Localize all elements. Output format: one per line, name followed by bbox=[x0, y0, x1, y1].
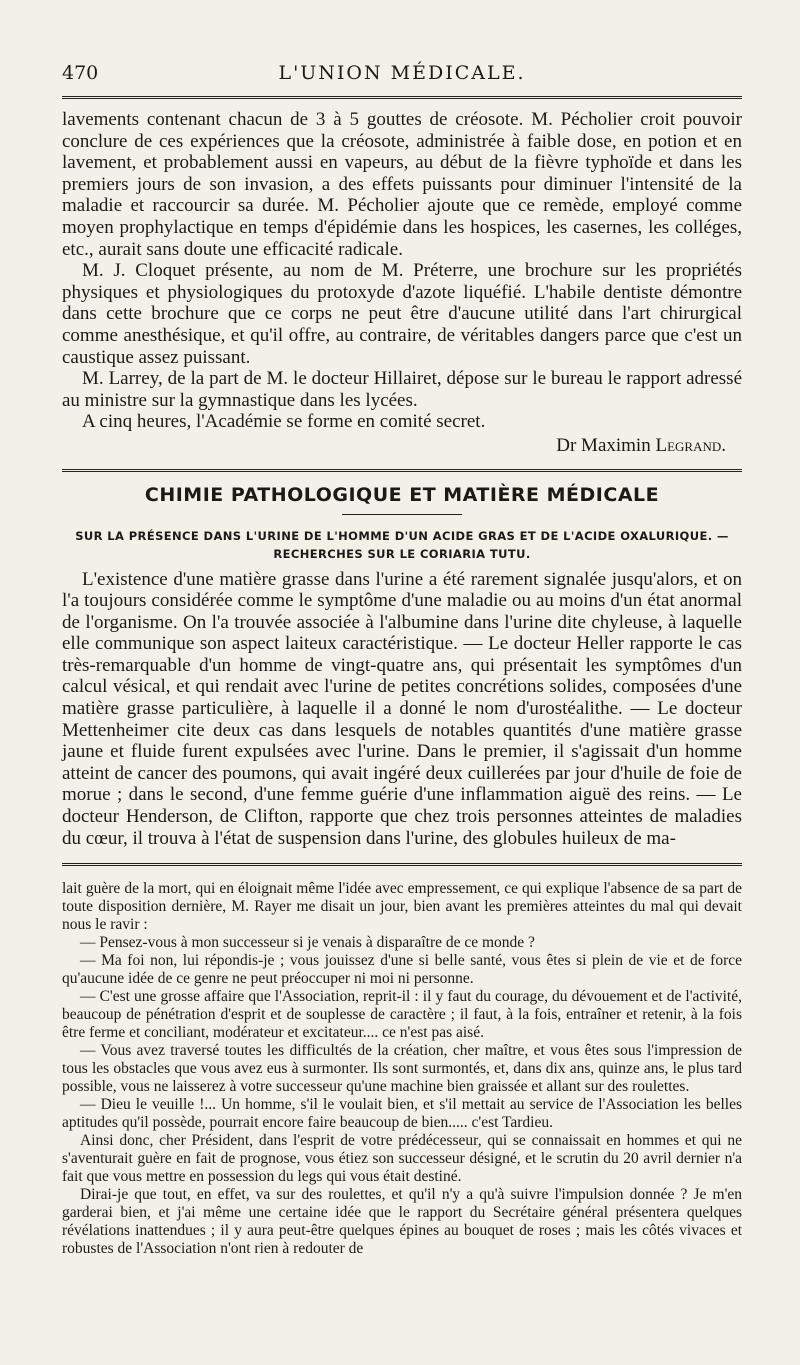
feuilleton-paragraph: Dirai-je que tout, en effet, va sur des roulettes, et qu'il n'y a qu'à suivre l'impulsion donnée ? Je m'en garderai bien, et j'ai même une certaine idée que le rapport du Secrétaire général présentera quelques révélations inattendues ; il y aura peut-être quelques épines au bouquet de roses ; mais les côtés vivaces et robustes de l'Association n'ont rien à redouter de bbox=[62, 1186, 742, 1258]
newspaper-page bbox=[0, 52, 800, 1365]
feuilleton-paragraph: — Ma foi non, lui répondis-je ; vous jouissez d'une si belle santé, vous êtes si plein de vie et de force qu'aucune idée de ce genre ne peut préoccuper ni moi ni personne. bbox=[62, 952, 742, 988]
article-paragraph: M. Larrey, de la part de M. le docteur Hillairet, dépose sur le bureau le rapport adressé au ministre sur la gymnastique dans les lycées. bbox=[62, 368, 742, 411]
page-number: 470 bbox=[62, 62, 99, 84]
feuilleton-paragraph: lait guère de la mort, qui en éloignait même l'idée avec empressement, ce qui explique l'absence de sa part de toute disposition dernière, M. Rayer me disait un jour, bien avant les premières atteintes du mal qui devait nous le ravir : bbox=[62, 880, 742, 934]
journal-title: L'UNION MÉDICALE. bbox=[278, 62, 526, 84]
article-continuation bbox=[62, 109, 742, 457]
signature-name: Legrand. bbox=[655, 434, 726, 456]
feuilleton bbox=[62, 880, 742, 1258]
feuilleton-paragraph: Ainsi donc, cher Président, dans l'esprit de votre prédécesseur, qui se connaissait en hommes et qui ne s'aventurait guère en fait de prognose, vous étiez son successeur désigné, et le scrutin du 20 avril dernier n'a fait que vous mettre en possession du legs qui vous était destiné. bbox=[62, 1132, 742, 1186]
article-paragraph: M. J. Cloquet présente, au nom de M. Préterre, une brochure sur les propriétés physiques et physiologiques du protoxyde d'azote liquéfié. L'habile dentiste démontre dans cette brochure que ce corps ne peut être d'aucune utilité dans l'art chirurgical comme anesthésique, et qu'il offre, au contraire, de véritables dangers parce que c'est un caustique assez puissant. bbox=[62, 260, 742, 368]
section-title: CHIMIE PATHOLOGIQUE ET MATIÈRE MÉDICALE bbox=[144, 483, 660, 506]
feuilleton-paragraph: — Pensez-vous à mon successeur si je venais à disparaître de ce monde ? bbox=[80, 934, 535, 952]
section-body bbox=[62, 569, 742, 850]
feuilleton-paragraph: — Dieu le veuille !... Un homme, s'il le voulait bien, et s'il mettait au service de l'Association les belles aptitudes qu'il possède, pourrait encore faire beaucoup de bien..... c'est Tardieu. bbox=[62, 1096, 742, 1132]
section-subtitle: SUR LA PRÉSENCE DANS L'URINE DE L'HOMME D'UN ACIDE GRAS ET DE L'ACIDE OXALURIQUE. — RECHERCHES SUR LE CORIARIA TUTU. bbox=[75, 528, 729, 561]
feuilleton-divider bbox=[62, 863, 742, 866]
page-header bbox=[62, 52, 742, 99]
section-paragraph: L'existence d'une matière grasse dans l'urine a été rarement signalée jusqu'alors, et on l'a toujours considérée comme le symptôme d'une maladie ou au moins d'un état anormal de l'organisme. On l'a trouvée associée à l'albumine dans l'urine dite chyleuse, à laquelle elle communique son aspect laiteux caractéristique. — Le docteur Heller rapporte le cas très-remarquable d'un homme de vingt-quatre ans, qui présentait les symptômes d'un calcul vésical, et qui rendait avec l'urine de petites concrétions solides, composées d'une matière grasse particulière, à laquelle il a donné le nom d'urostéalithe. — Le docteur Mettenheimer cite deux cas dans lesquels de notables quantités d'une matière grasse jaune et fluide furent expulsées avec l'urine. Dans le premier, il s'agissait d'un homme atteint de cancer des poumons, qui avait ingéré deux cuillerées par jour d'huile de foie de morue ; dans le second, d'une femme guérie d'une inflammation aiguë des reins. — Le docteur Henderson, de Clifton, rapporte que chez trois personnes atteintes de maladies du cœur, il trouva à l'état de suspension dans l'urine, des globules huileux de ma- bbox=[62, 568, 742, 849]
section-divider bbox=[62, 469, 742, 472]
signature-prefix: Dr Maximin bbox=[556, 434, 651, 456]
title-rule bbox=[342, 514, 462, 515]
article-paragraph: A cinq heures, l'Académie se forme en comité secret. bbox=[82, 411, 486, 433]
article-paragraph: lavements contenant chacun de 3 à 5 gouttes de créosote. M. Pécholier croit pouvoir conclure de ces expériences que la créosote, administrée à faible dose, en potion et en lavement, et probablement aussi en vapeurs, au début de la fièvre typhoïde et dans les premiers jours de son invasion, a des effets puissants pour diminuer l'intensité de la maladie et raccourcir sa durée. M. Pécholier ajoute que ce remède, employé comme moyen prophylactique en temps d'épidémie dans les hospices, les casernes, les colléges, etc., aurait sans doute une efficacité radicale. bbox=[62, 109, 742, 260]
author-signature bbox=[62, 435, 742, 457]
feuilleton-paragraph: — Vous avez traversé toutes les difficultés de la création, cher maître, et vous êtes sous l'impression de tous les obstacles que vous avez eus à surmonter. Ils sont surmontés, et, dans dix ans, quinze ans, le plus tard possible, vous ne laisserez à votre successeur qu'une machine bien graissée et allant sur des roulettes. bbox=[62, 1042, 742, 1096]
feuilleton-paragraph: — C'est une grosse affaire que l'Association, reprit-il : il y faut du courage, du dévouement et de l'activité, beaucoup de pénétration d'esprit et de souplesse de caractère ; il faut, à la fois, entraîner et retenir, à la fois être ferme et conciliant, modérateur et excitateur.... ce n'est pas aisé. bbox=[62, 988, 742, 1042]
